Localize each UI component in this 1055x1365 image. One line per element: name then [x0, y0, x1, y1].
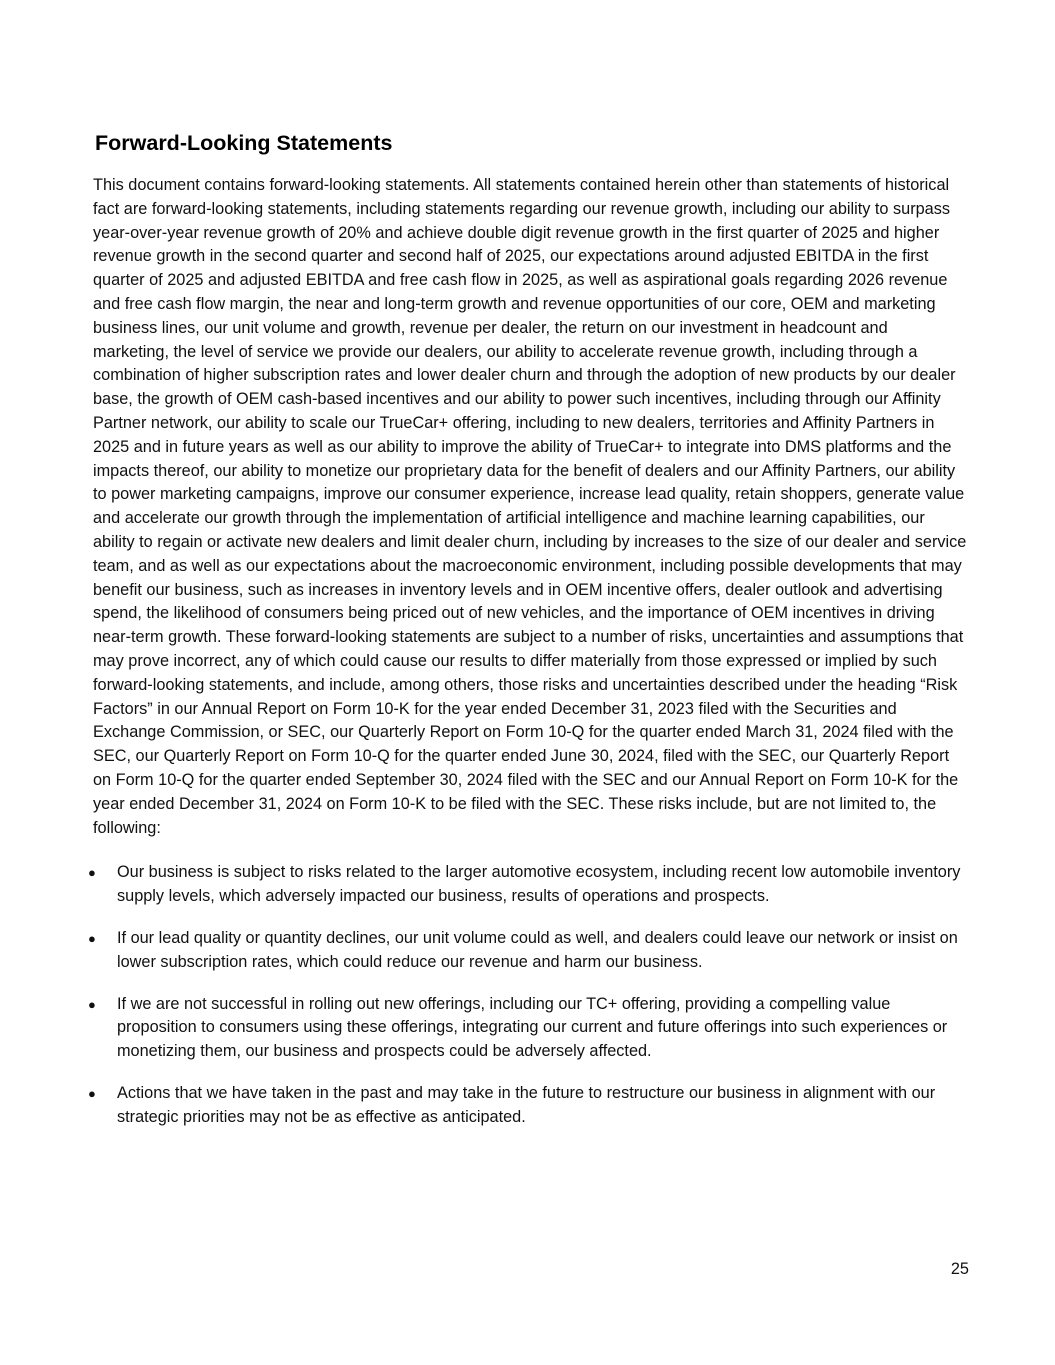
body-paragraph: This document contains forward-looking statements. All statements contained herein other than statements of historical fact are forward-looking statements, including statements regarding our revenue growth, including our ability to surpass year-over-year revenue growth of 20% and achieve double digit revenue growth in the first quarter of 2025 and higher revenue growth in the second quarter and second half of 2025, our expectations around adjusted EBITDA in the first quarter of 2025 and adjusted EBITDA and free cash flow in 2025, as well as aspirational goals regarding 2026 revenue and free cash flow margin, the near and long-term growth and revenue opportunities of our core, OEM and marketing business lines, our unit volume and growth, revenue per dealer, the return on our investment in headcount and marketing, the level of service we provide our dealers, our ability to accelerate revenue growth, including through a combination of higher subscription rates and lower dealer churn and through the adoption of new products by our dealer base, the growth of OEM cash-based incentives and our ability to power such incentives, including through our Affinity Partner network, our ability to scale our TrueCar+ offering, including to new dealers, territories and Affinity Partners in 2025 and in future years as well as our ability to improve the ability of TrueCar+ to integrate into DMS platforms and the impacts thereof, our ability to monetize our proprietary data for the benefit of dealers and our Affinity Partners, our ability to power marketing campaigns, improve our consumer experience, increase lead quality, retain shoppers, generate value and accelerate our growth through the implementation of artificial intelligence and machine learning capabilities, our ability to regain or activate new dealers and limit dealer churn, including by increases to the size of our dealer and service team, and as well as our expectations about the macroeconomic environment, including possible developments that may benefit our business, such as increases in inventory levels and in OEM incentive offers, dealer outlook and advertising spend, the likelihood of consumers being priced out of new vehicles, and the importance of OEM incentives in driving near-term growth. These forward-looking statements are subject to a number of risks, uncertainties and assumptions that may prove incorrect, any of which could cause our results to differ materially from those expressed or implied by such forward-looking statements, and include, among others, those risks and uncertainties described under the heading “Risk Factors” in our Annual Report on Form 10-K for the year ended December 31, 2023 filed with the Securities and Exchange Commission, or SEC, our Quarterly Report on Form 10-Q for the quarter ended March 31, 2024 filed with the SEC, our Quarterly Report on Form 10-Q for the quarter ended June 30, 2024, filed with the SEC, our Quarterly Report on Form 10-Q for the quarter ended September 30, 2024 filed with the SEC and our Annual Report on Form 10-K for the year ended December 31, 2024 on Form 10-K to be filed with the SEC. These risks include, but are not limited to, the following: — [93, 176, 967, 837]
bullet-icon: ● — [88, 996, 96, 1012]
list-item — [88, 861, 967, 909]
list-item-text: If our lead quality or quantity declines, our unit volume could as well, and dealers could leave our network or insist on lower subscription rates, which could reduce our revenue and harm our business. — [117, 928, 958, 971]
list-item — [88, 1082, 967, 1130]
list-item-text: If we are not successful in rolling out new offerings, including our TC+ offering, providing a compelling value proposition to consumers using these offerings, integrating our current and future offerings into such experiences or monetizing them, our business and prospects could be adversely affected. — [117, 994, 948, 1061]
bullet-icon: ● — [88, 1085, 96, 1101]
risk-bullet-list — [88, 861, 967, 1129]
list-item — [88, 993, 967, 1064]
document-page — [88, 128, 967, 1147]
bullet-icon: ● — [88, 865, 96, 881]
page-number: 25 — [950, 1260, 969, 1278]
section-heading: Forward-Looking Statements — [95, 131, 393, 155]
bullet-icon: ● — [88, 930, 96, 946]
list-item — [88, 927, 967, 975]
list-item-text: Our business is subject to risks related to the larger automotive ecosystem, including recent low automobile inventory supply levels, which adversely impacted our business, results of operations and prospects. — [117, 863, 961, 906]
list-item-text: Actions that we have taken in the past and may take in the future to restructure our business in alignment with our strategic priorities may not be as effective as anticipated. — [117, 1083, 936, 1126]
